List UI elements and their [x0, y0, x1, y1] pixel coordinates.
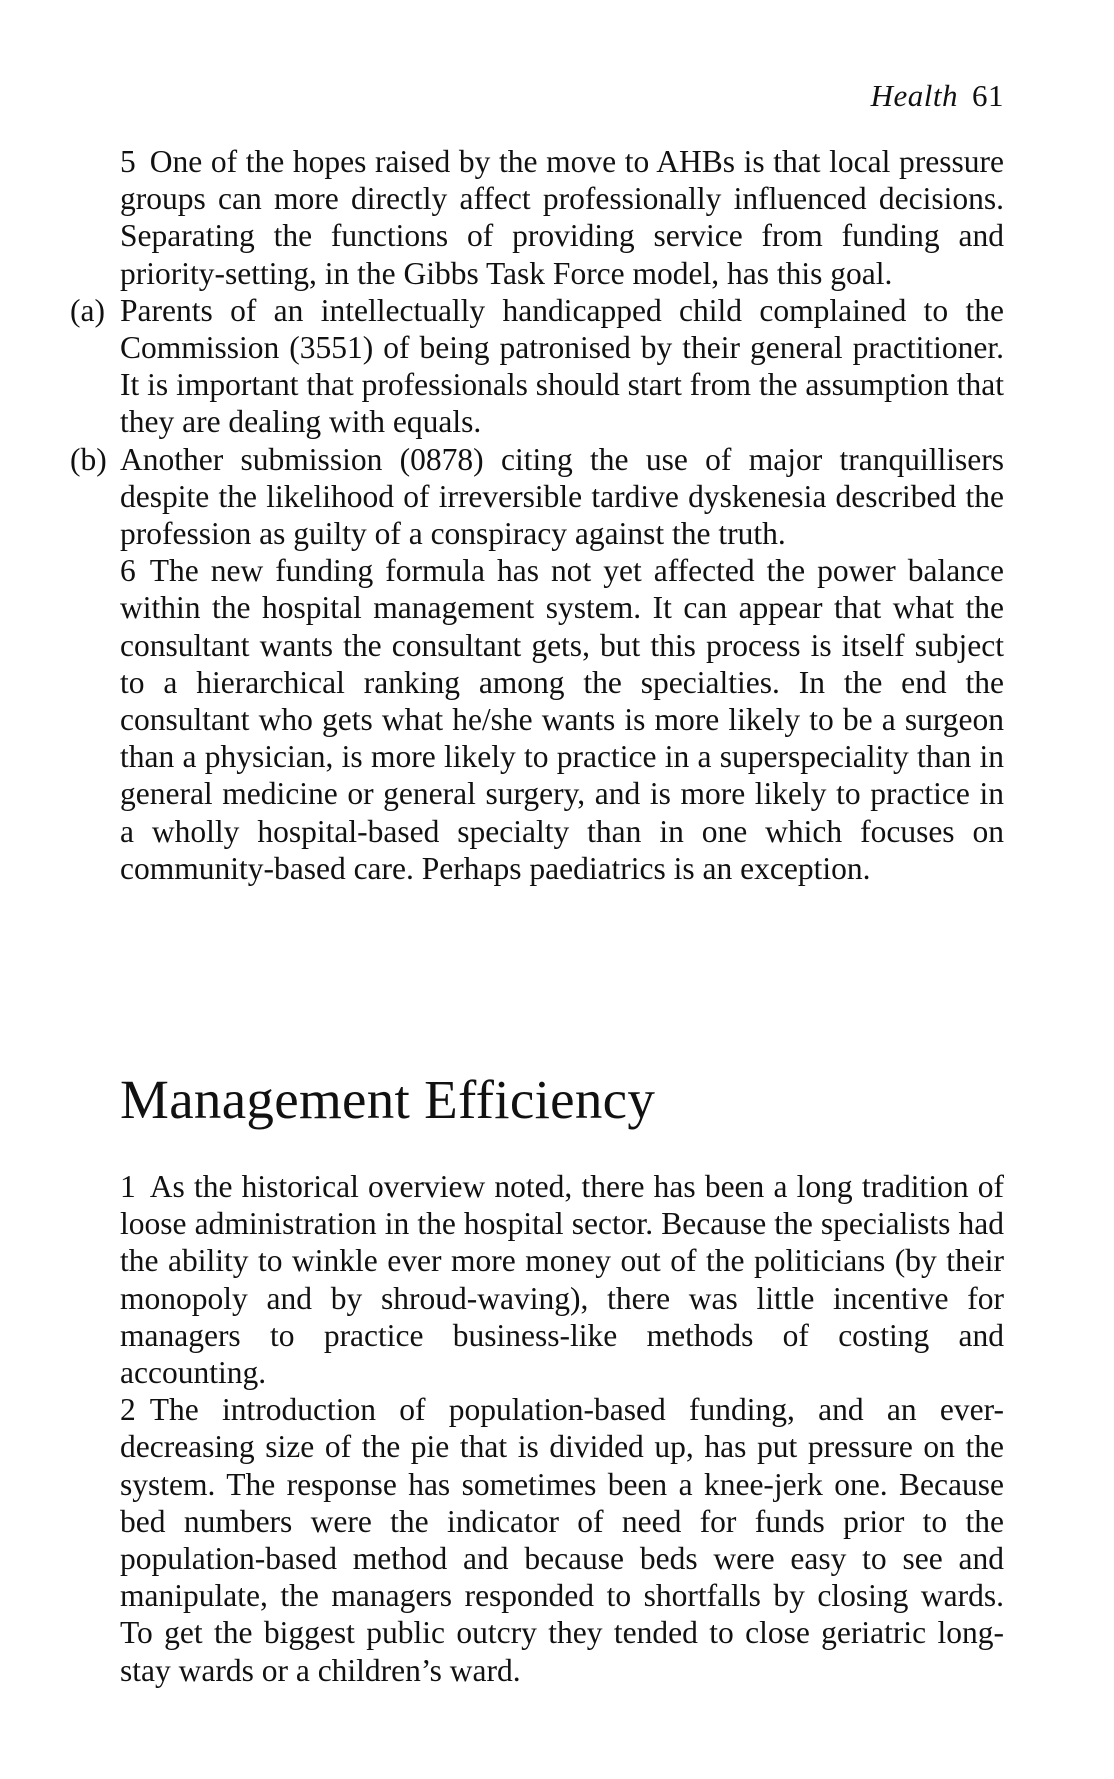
body-text-block-2 [120, 1168, 1004, 1689]
section-heading: Management Efficiency [120, 1069, 656, 1130]
subitem-label: (a) [70, 292, 105, 328]
paragraph-text: One of the hopes raised by the move to AHBs is that local pressure groups can more directly affect professionally influenced decisions. Separating the functions of providing service from funding and priority-setting, in the Gibbs Task Force model, has this goal. [120, 144, 1004, 291]
paragraph-number: 2 [120, 1392, 136, 1428]
body-text-block-1 [70, 143, 1004, 887]
paragraph-number: 1 [120, 1169, 136, 1204]
paragraph-text: The new funding formula has not yet affected the power balance within the hospital management system. It can appear that what the consultant wants the consultant gets, but this process is itself subject to a hierarchical ranking among the specialties. In the end the consultant who gets what he/she wants is more likely to be a surgeon than a physician, is more likely to practice in a superspeciality than in general medicine or general surgery, and is more likely to practice in a wholly hospital-based specialty than in one which focuses on community-based care. Perhaps paediatrics is an exception. [120, 553, 1004, 886]
subitem-a [70, 292, 1004, 441]
paragraph-number: 6 [120, 553, 136, 589]
subitem-text: Parents of an intellectually handicapped child complained to the Commission (3551) of being patronised by their general practitioner. It is important that professionals should start from the assumption that they are dealing with equals. [120, 292, 1004, 440]
paragraph-text: The introduction of population-based funding, and an ever-decreasing size of the pie that is divided up, has put pressure on the system. The response has sometimes been a knee-jerk one. Because bed numbers were the indicator of need for funds prior to the population-based method and because beds were easy to see and manipulate, the managers responded to shortfalls by closing wards. To get the biggest public outcry they tended to close geriatric long-stay wards or a children’s ward. [120, 1392, 1004, 1688]
subitem-text: Another submission (0878) citing the use of major tranquillisers despite the likelihood of irreversible tardive dyskenesia described the profession as guilty of a conspiracy against the truth. [120, 441, 1004, 552]
subitem-label: (b) [70, 441, 107, 477]
paragraph-number: 5 [120, 144, 136, 179]
subitem-b [70, 441, 1004, 553]
paragraph-6 [120, 552, 1004, 887]
paragraph-5 [120, 143, 1004, 292]
running-head-section-title: Health [870, 78, 958, 113]
running-head [871, 78, 1004, 114]
paragraph-1 [120, 1168, 1004, 1391]
page-number: 61 [972, 78, 1004, 113]
paragraph-2 [120, 1391, 1004, 1689]
paragraph-text: As the historical overview noted, there has been a long tradition of loose administration in the hospital sector. Because the specialists had the ability to winkle ever more money out of the politicians (by their monopoly and by shroud-waving), there was little incentive for managers to practice business-like methods of costing and accounting. [120, 1169, 1004, 1391]
